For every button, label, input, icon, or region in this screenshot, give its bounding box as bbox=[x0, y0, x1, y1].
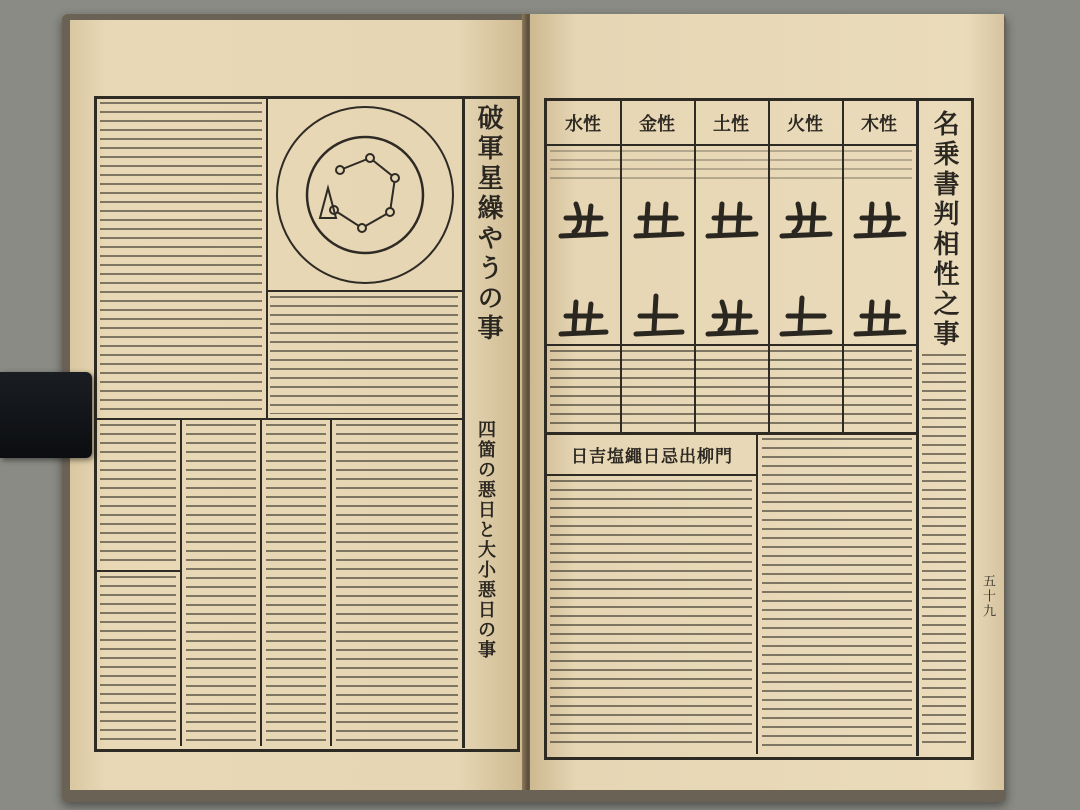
right-page bbox=[530, 14, 1004, 790]
right-page-title: 名乗書判相性之事 bbox=[929, 110, 959, 350]
bad-days-block bbox=[336, 424, 458, 742]
element-header-water: 水性 bbox=[565, 114, 601, 135]
left-page bbox=[70, 20, 526, 790]
margin-label: 五十九 bbox=[980, 574, 995, 619]
name-readings-row bbox=[550, 150, 912, 180]
month-list-block bbox=[100, 424, 176, 566]
left-lower-title: 四箇の悪日と大小悪日の事 bbox=[475, 420, 496, 660]
left-text-block bbox=[100, 102, 262, 414]
star-wheel-diagram bbox=[270, 100, 460, 290]
lower-header: 日吉塩繩日忌出柳門 bbox=[571, 447, 733, 467]
lucky-days-table bbox=[550, 480, 752, 750]
names-list-block bbox=[550, 350, 912, 428]
left-page-title: 破軍星繰やうの事 bbox=[473, 104, 503, 344]
five-elements-text bbox=[762, 438, 912, 750]
element-header-fire: 火性 bbox=[787, 114, 823, 135]
element-header-wood: 木性 bbox=[861, 114, 897, 135]
black-clip bbox=[0, 372, 92, 458]
year-text-block bbox=[186, 424, 256, 742]
right-side-text bbox=[922, 354, 966, 750]
element-header-metal: 金性 bbox=[639, 114, 675, 135]
month-table-block bbox=[270, 296, 458, 414]
year-text-block-2 bbox=[266, 424, 326, 742]
element-header-earth: 土性 bbox=[713, 114, 749, 135]
direction-block bbox=[100, 576, 176, 742]
